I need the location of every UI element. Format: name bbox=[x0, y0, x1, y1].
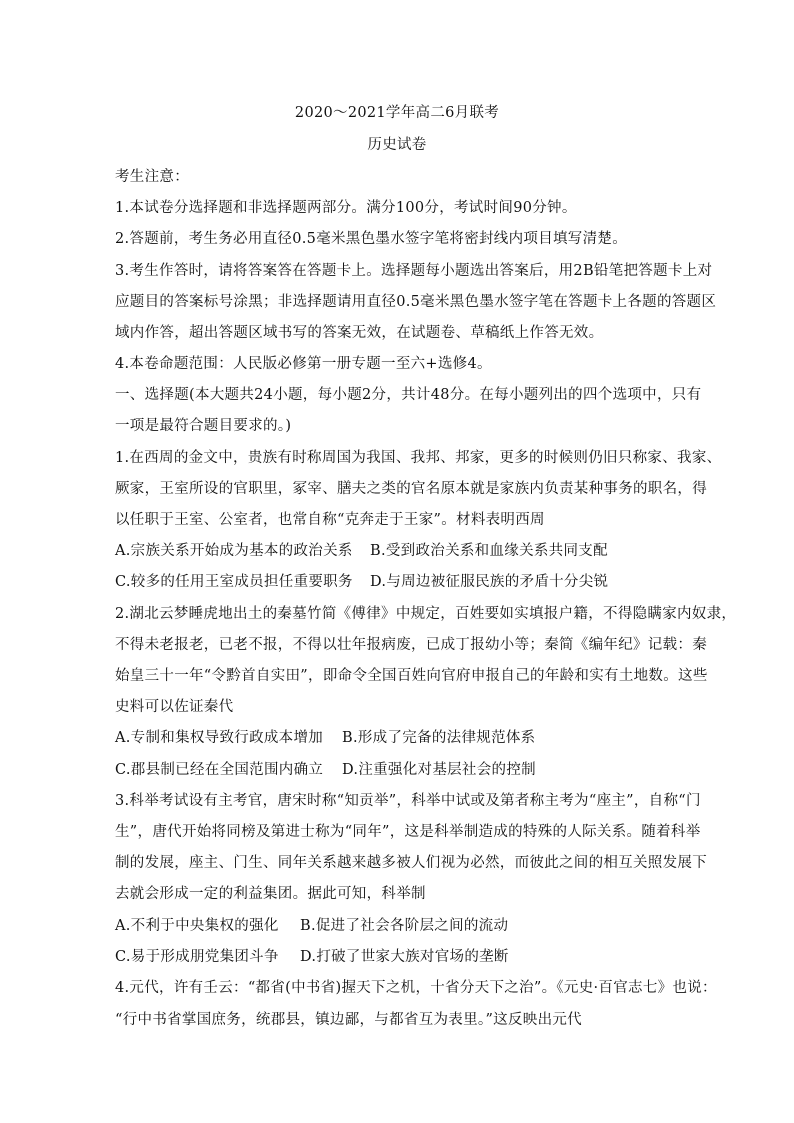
question-2-text: 史料可以佐证秦代 bbox=[115, 699, 234, 715]
question-2-text: 不得未老报老，已老不报，不得以壮年报病废，已成丁报幼小等；秦简《编年纪》记载：秦 bbox=[115, 637, 707, 653]
question-3-text: 3.科举考试设有主考官，唐宋时称“知贡举”，科举中试或及第者称主考为“座主”，自称“门 bbox=[115, 793, 701, 809]
question-2-option-a: A.专制和集权导致行政成本增加 bbox=[115, 730, 324, 746]
question-1-option-c: C.较多的任用王室成员担任重要职务 bbox=[115, 574, 353, 590]
question-2-option-b: B.形成了完备的法律规范体系 bbox=[342, 730, 536, 746]
question-2-option-d: D.注重强化对基层社会的控制 bbox=[342, 762, 536, 778]
question-3-text: 制的发展，座主、门生、同年关系越来越多被人们视为必然，而彼此之间的相互关照发展下 bbox=[115, 855, 707, 871]
question-2-text: 2.湖北云梦睡虎地出土的秦墓竹简《傅律》中规定，百姓要如实填报户籍，不得隐瞒家内奴隶， bbox=[115, 606, 737, 622]
question-1-option-b: B.受到政治关系和血缘关系共同支配 bbox=[370, 543, 608, 559]
section-heading-cont: 一项是最符合题目要求的。) bbox=[115, 418, 292, 434]
notice-heading: 考生注意： bbox=[115, 169, 189, 185]
question-1-option-a: A.宗族关系开始成为基本的政治关系 bbox=[115, 543, 353, 559]
question-3-option-d: D.打破了世家大族对官场的垄断 bbox=[300, 949, 509, 965]
question-3-text: 生”，唐代开始将同榜及第进士称为“同年”，这是科举制造成的特殊的人际关系。随着科举 bbox=[115, 824, 701, 840]
notice-item-1: 1.本试卷分选择题和非选择题两部分。满分100分，考试时间90分钟。 bbox=[115, 200, 577, 216]
question-3-option-a: A.不利于中央集权的强化 bbox=[115, 918, 279, 934]
exam-subject: 历史试卷 bbox=[367, 137, 427, 153]
question-1-text: 1.在西周的金文中，贵族有时称周国为我国、我邦、邦家，更多的时候则仍旧只称家、我家、 bbox=[115, 450, 722, 466]
notice-item-4: 4.本卷命题范围：人民版必修第一册专题一至六+选修4。 bbox=[115, 356, 492, 372]
question-1-option-d: D.与周边被征服民族的矛盾十分尖锐 bbox=[370, 574, 609, 590]
question-3-option-b: B.促进了社会各阶层之间的流动 bbox=[300, 918, 509, 934]
question-4-text: “行中书省掌国庶务，统郡县，镇边鄙，与都省互为表里。”这反映出元代 bbox=[115, 1012, 582, 1028]
notice-item-2: 2.答题前，考生务必用直径0.5毫米黑色墨水签字笔将密封线内项目填写清楚。 bbox=[115, 231, 627, 247]
question-1-text: 厥家，王室所设的官职里，冢宰、膳夫之类的官名原本就是家族内负责某种事务的职名，得 bbox=[115, 481, 707, 497]
question-4-text: 4.元代，许有壬云：“都省(中书省)握天下之机，十省分天下之治”。《元史·百官志七》也说： bbox=[115, 980, 717, 996]
question-2-option-c: C.郡县制已经在全国范围内确立 bbox=[115, 762, 324, 778]
section-heading: 一、选择题(本大题共24小题，每小题2分，共计48分。在每小题列出的四个选项中，只有 bbox=[115, 387, 702, 403]
question-3-text: 去就会形成一定的利益集团。据此可知，科举制 bbox=[115, 886, 426, 902]
exam-title: 2020～2021学年高二6月联考 bbox=[294, 105, 500, 121]
question-2-text: 始皇三十一年“令黔首自实田”，即命令全国百姓向官府申报自己的年龄和实有土地数。这些 bbox=[115, 668, 708, 684]
question-1-text: 以任职于王室、公室者，也常自称“克奔走于王家”。材料表明西周 bbox=[115, 512, 545, 528]
question-3-option-c: C.易于形成朋党集团斗争 bbox=[115, 949, 279, 965]
notice-item-3: 3.考生作答时，请将答案答在答题卡上。选择题每小题选出答案后，用2B铅笔把答题卡上对 bbox=[115, 263, 713, 279]
notice-item-3-cont: 域内作答，超出答题区域书写的答案无效，在试题卷、草稿纸上作答无效。 bbox=[115, 325, 604, 341]
notice-item-3-cont: 应题目的答案标号涂黑；非选择题请用直径0.5毫米黑色墨水签字笔在答题卡上各题的答题区 bbox=[115, 294, 717, 310]
